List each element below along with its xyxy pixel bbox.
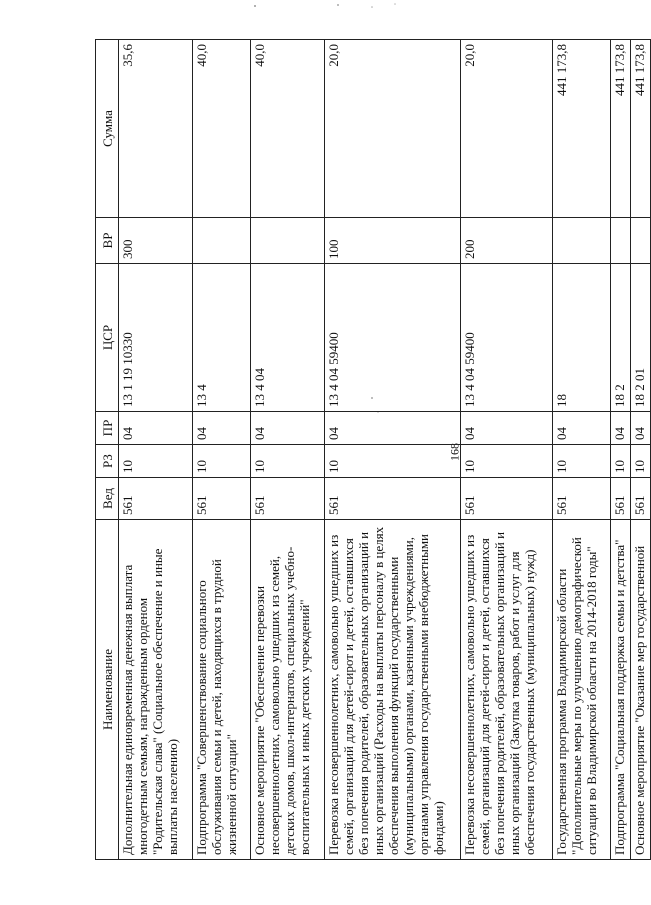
- row-rz: 10: [251, 445, 325, 478]
- header-rz: РЗ: [96, 445, 119, 478]
- row-ved: 561: [119, 478, 193, 520]
- budget-table: [95, 39, 651, 860]
- row-name: Основное мероприятие "Обеспечение перевозки несовершеннолетних, самовольно ушедших из семей, детских домов, школ-интернатов, специальных учебно-воспитательных и иных детских учреждений": [251, 520, 325, 860]
- row-ved: 561: [461, 478, 553, 520]
- row-csr: 13 4 04 59400: [461, 264, 553, 412]
- row-pr: 04: [461, 412, 553, 445]
- row-pr: 04: [119, 412, 193, 445]
- row-name: Подпрограмма "Социальная поддержка семьи и детства": [611, 520, 631, 860]
- row-csr: 18: [553, 264, 611, 412]
- row-sum: 441 173,8: [553, 40, 611, 218]
- header-pr: ПР: [96, 412, 119, 445]
- row-ved: 561: [325, 478, 461, 520]
- table-row: [461, 40, 553, 860]
- row-sum: 40,0: [251, 40, 325, 218]
- row-ved: 561: [193, 478, 251, 520]
- row-name: Дополнительная единовременная денежная выплата многодетным семьям, награжденным орденом "Родительская слава" (Социальное обеспечение и иные выплаты населению): [119, 520, 193, 860]
- row-rz: 10: [553, 445, 611, 478]
- row-sum: 441 173,8: [611, 40, 631, 218]
- header-vr: ВР: [96, 218, 119, 264]
- row-pr: 04: [553, 412, 611, 445]
- row-sum: 40,0: [193, 40, 251, 218]
- rotated-table-wrapper: [95, 40, 645, 860]
- row-rz: 10: [119, 445, 193, 478]
- row-pr: 04: [251, 412, 325, 445]
- row-pr: 04: [611, 412, 631, 445]
- table-frame: [95, 40, 645, 860]
- header-csr: ЦСР: [96, 264, 119, 412]
- row-vr: 300: [119, 218, 193, 264]
- table-row: [631, 40, 651, 860]
- table-header-row: [96, 40, 119, 860]
- row-ved: 561: [553, 478, 611, 520]
- row-vr: 200: [461, 218, 553, 264]
- row-rz: 10: [631, 445, 651, 478]
- table-row: [553, 40, 611, 860]
- table-row: [193, 40, 251, 860]
- row-ved: 561: [631, 478, 651, 520]
- row-pr: 04: [193, 412, 251, 445]
- row-csr: 13 4: [193, 264, 251, 412]
- row-csr: 13 4 04: [251, 264, 325, 412]
- row-sum: 20,0: [461, 40, 553, 218]
- row-name: Основное мероприятие "Оказание мер государственной: [631, 520, 651, 860]
- header-name: Наименование: [96, 520, 119, 860]
- row-csr: 13 4 04 59400: [325, 264, 461, 412]
- row-name: Перевозка несовершеннолетних, самовольно ушедших из семей, организаций для детей-сирот и детей, оставшихся без попечения родителей, образовательных организаций и иных организаций (Расходы на выплаты персоналу в целях обеспечения выполнения функций государственными (муниципальными) органами, казенными учреждениями, органами управления государственными внебюджетными фондами): [325, 520, 461, 860]
- header-ved: Вед: [96, 478, 119, 520]
- row-ved: 561: [251, 478, 325, 520]
- table-row: [325, 40, 461, 860]
- table-row: [611, 40, 631, 860]
- page-number: 168: [447, 443, 462, 461]
- row-sum: 35,6: [119, 40, 193, 218]
- row-ved: 561: [611, 478, 631, 520]
- row-sum: 441 173,8: [631, 40, 651, 218]
- row-pr: 04: [631, 412, 651, 445]
- row-csr: 18 2 01: [631, 264, 651, 412]
- row-vr: [553, 218, 611, 264]
- row-rz: 10: [193, 445, 251, 478]
- table-row: [251, 40, 325, 860]
- row-pr: 04: [325, 412, 461, 445]
- row-vr: [631, 218, 651, 264]
- row-csr: 18 2: [611, 264, 631, 412]
- row-name: Перевозка несовершеннолетних, самовольно ушедших из семей, организаций для детей-сирот и детей, оставшихся без попечения родителей, образовательных организаций и иных организаций (Закупка товаров, работ и услуг для обеспечения государственных (муниципальных) нужд): [461, 520, 553, 860]
- row-rz: 10: [461, 445, 553, 478]
- row-name: Государственная программа Владимирской области "Дополнительные меры по улучшению демографической ситуации во Владимирской области на 2014-2018 годы": [553, 520, 611, 860]
- row-sum: 20,0: [325, 40, 461, 218]
- header-sum: Сумма: [96, 40, 119, 218]
- row-csr: 13 1 19 10330: [119, 264, 193, 412]
- row-vr: [193, 218, 251, 264]
- row-rz: 10: [325, 445, 461, 478]
- row-vr: [611, 218, 631, 264]
- row-name: Подпрограмма "Совершенствование социального обслуживания семьи и детей, находящихся в трудной жизненной ситуации": [193, 520, 251, 860]
- table-row: [119, 40, 193, 860]
- row-vr: 100: [325, 218, 461, 264]
- row-rz: 10: [611, 445, 631, 478]
- row-vr: [251, 218, 325, 264]
